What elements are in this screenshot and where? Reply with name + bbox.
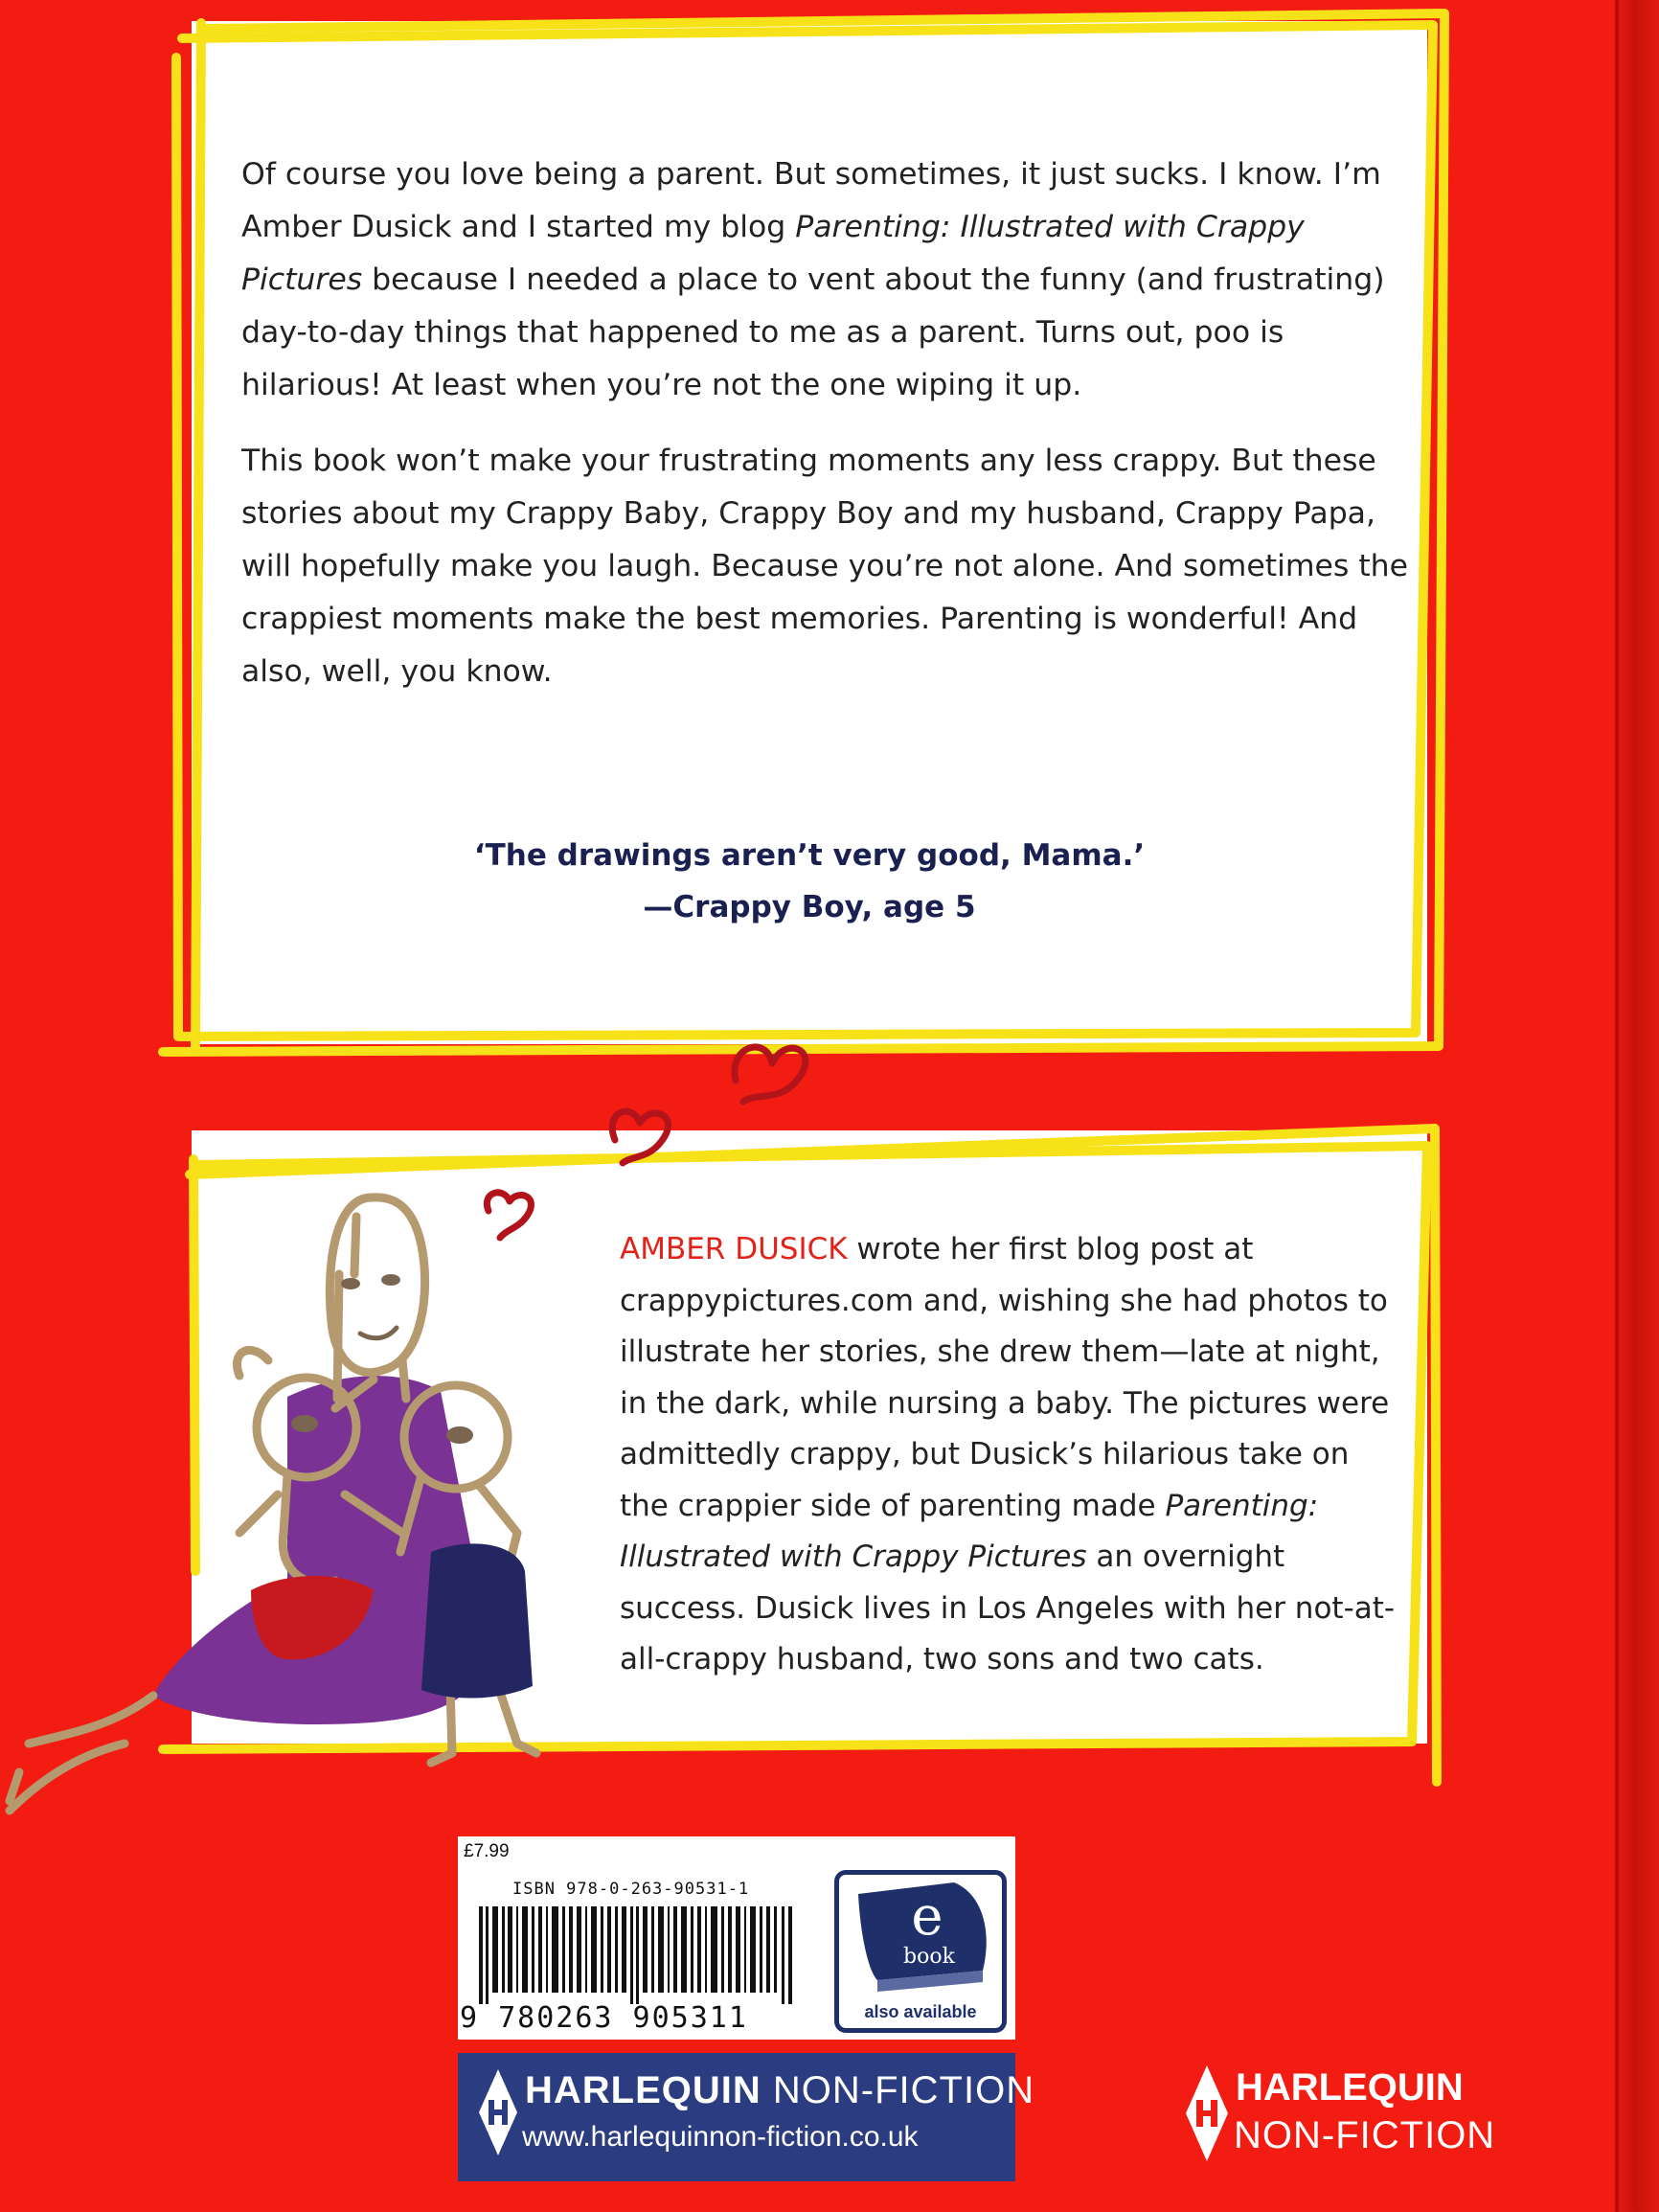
logo-name: HARLEQUIN bbox=[1236, 2066, 1464, 2109]
svg-text:e: e bbox=[911, 1885, 943, 1948]
isbn-label: ISBN 978-0-263-90531-1 bbox=[512, 1880, 750, 1899]
pull-quote bbox=[192, 830, 1427, 933]
author-bio: AMBER DUSICK wrote her first blog post at crappypictures.com and, wishing she had photos to illustrate her stories, she drew them—late at night, in the dark, while nursing a baby. The pictures were admittedly crappy, but Dusick’s hilarious take on the crappier side of parenting made Parenting: Illustrated with Crappy Pictures an overnight success. Dusick lives in Los Angeles with her not-at-all-crappy husband, two sons and two cats. bbox=[620, 1232, 1396, 1676]
publisher-name: HARLEQUIN NON-FICTION bbox=[525, 2069, 1035, 2111]
author-name: AMBER DUSICK bbox=[620, 1232, 848, 1266]
svg-text:book: book bbox=[903, 1945, 955, 1969]
blurb-paragraph-2: This book won’t make your frustrating moments any less crappy. But these stories about my Crappy Baby, Crappy Boy and my husband, Crappy Papa, will hopefully make you laugh. Because you’re not alone. And sometimes the crappiest moments make the best memories. Parenting is wonderful! And also, well, you know. bbox=[241, 444, 1409, 689]
ebook-label: also available bbox=[864, 2002, 977, 2021]
quote-attribution: —Crappy Boy, age 5 bbox=[643, 890, 976, 924]
ebook-icon bbox=[839, 1875, 1002, 1999]
harlequin-logo-icon bbox=[1186, 2065, 1228, 2161]
barcode-icon bbox=[479, 1906, 795, 2004]
spine-shadow bbox=[1619, 0, 1659, 2212]
barcode-digits: 9 780263 905311 bbox=[460, 2001, 748, 2035]
blurb-paragraph-1: Of course you love being a parent. But sometimes, it just sucks. I know. I’m Amber Dusick and I started my blog Parenting: Illustrated with Crappy Pictures because I needed a place to vent about the funny (and frustrating) day-to-day things that happened to me as a parent. Turns out, poo is hilarious! At least when you’re not the one wiping it up. bbox=[241, 157, 1385, 402]
logo-subtitle: NON-FICTION bbox=[1234, 2114, 1496, 2156]
ebook-badge bbox=[834, 1870, 1007, 2033]
back-cover-blurb bbox=[241, 148, 1410, 721]
quote-text: ‘The drawings aren’t very good, Mama.’ bbox=[473, 838, 1146, 873]
harlequin-diamond-icon bbox=[479, 2069, 517, 2155]
price-label: £7.99 bbox=[464, 1841, 510, 1861]
publisher-url: www.harlequinnon-fiction.co.uk bbox=[522, 2121, 919, 2153]
